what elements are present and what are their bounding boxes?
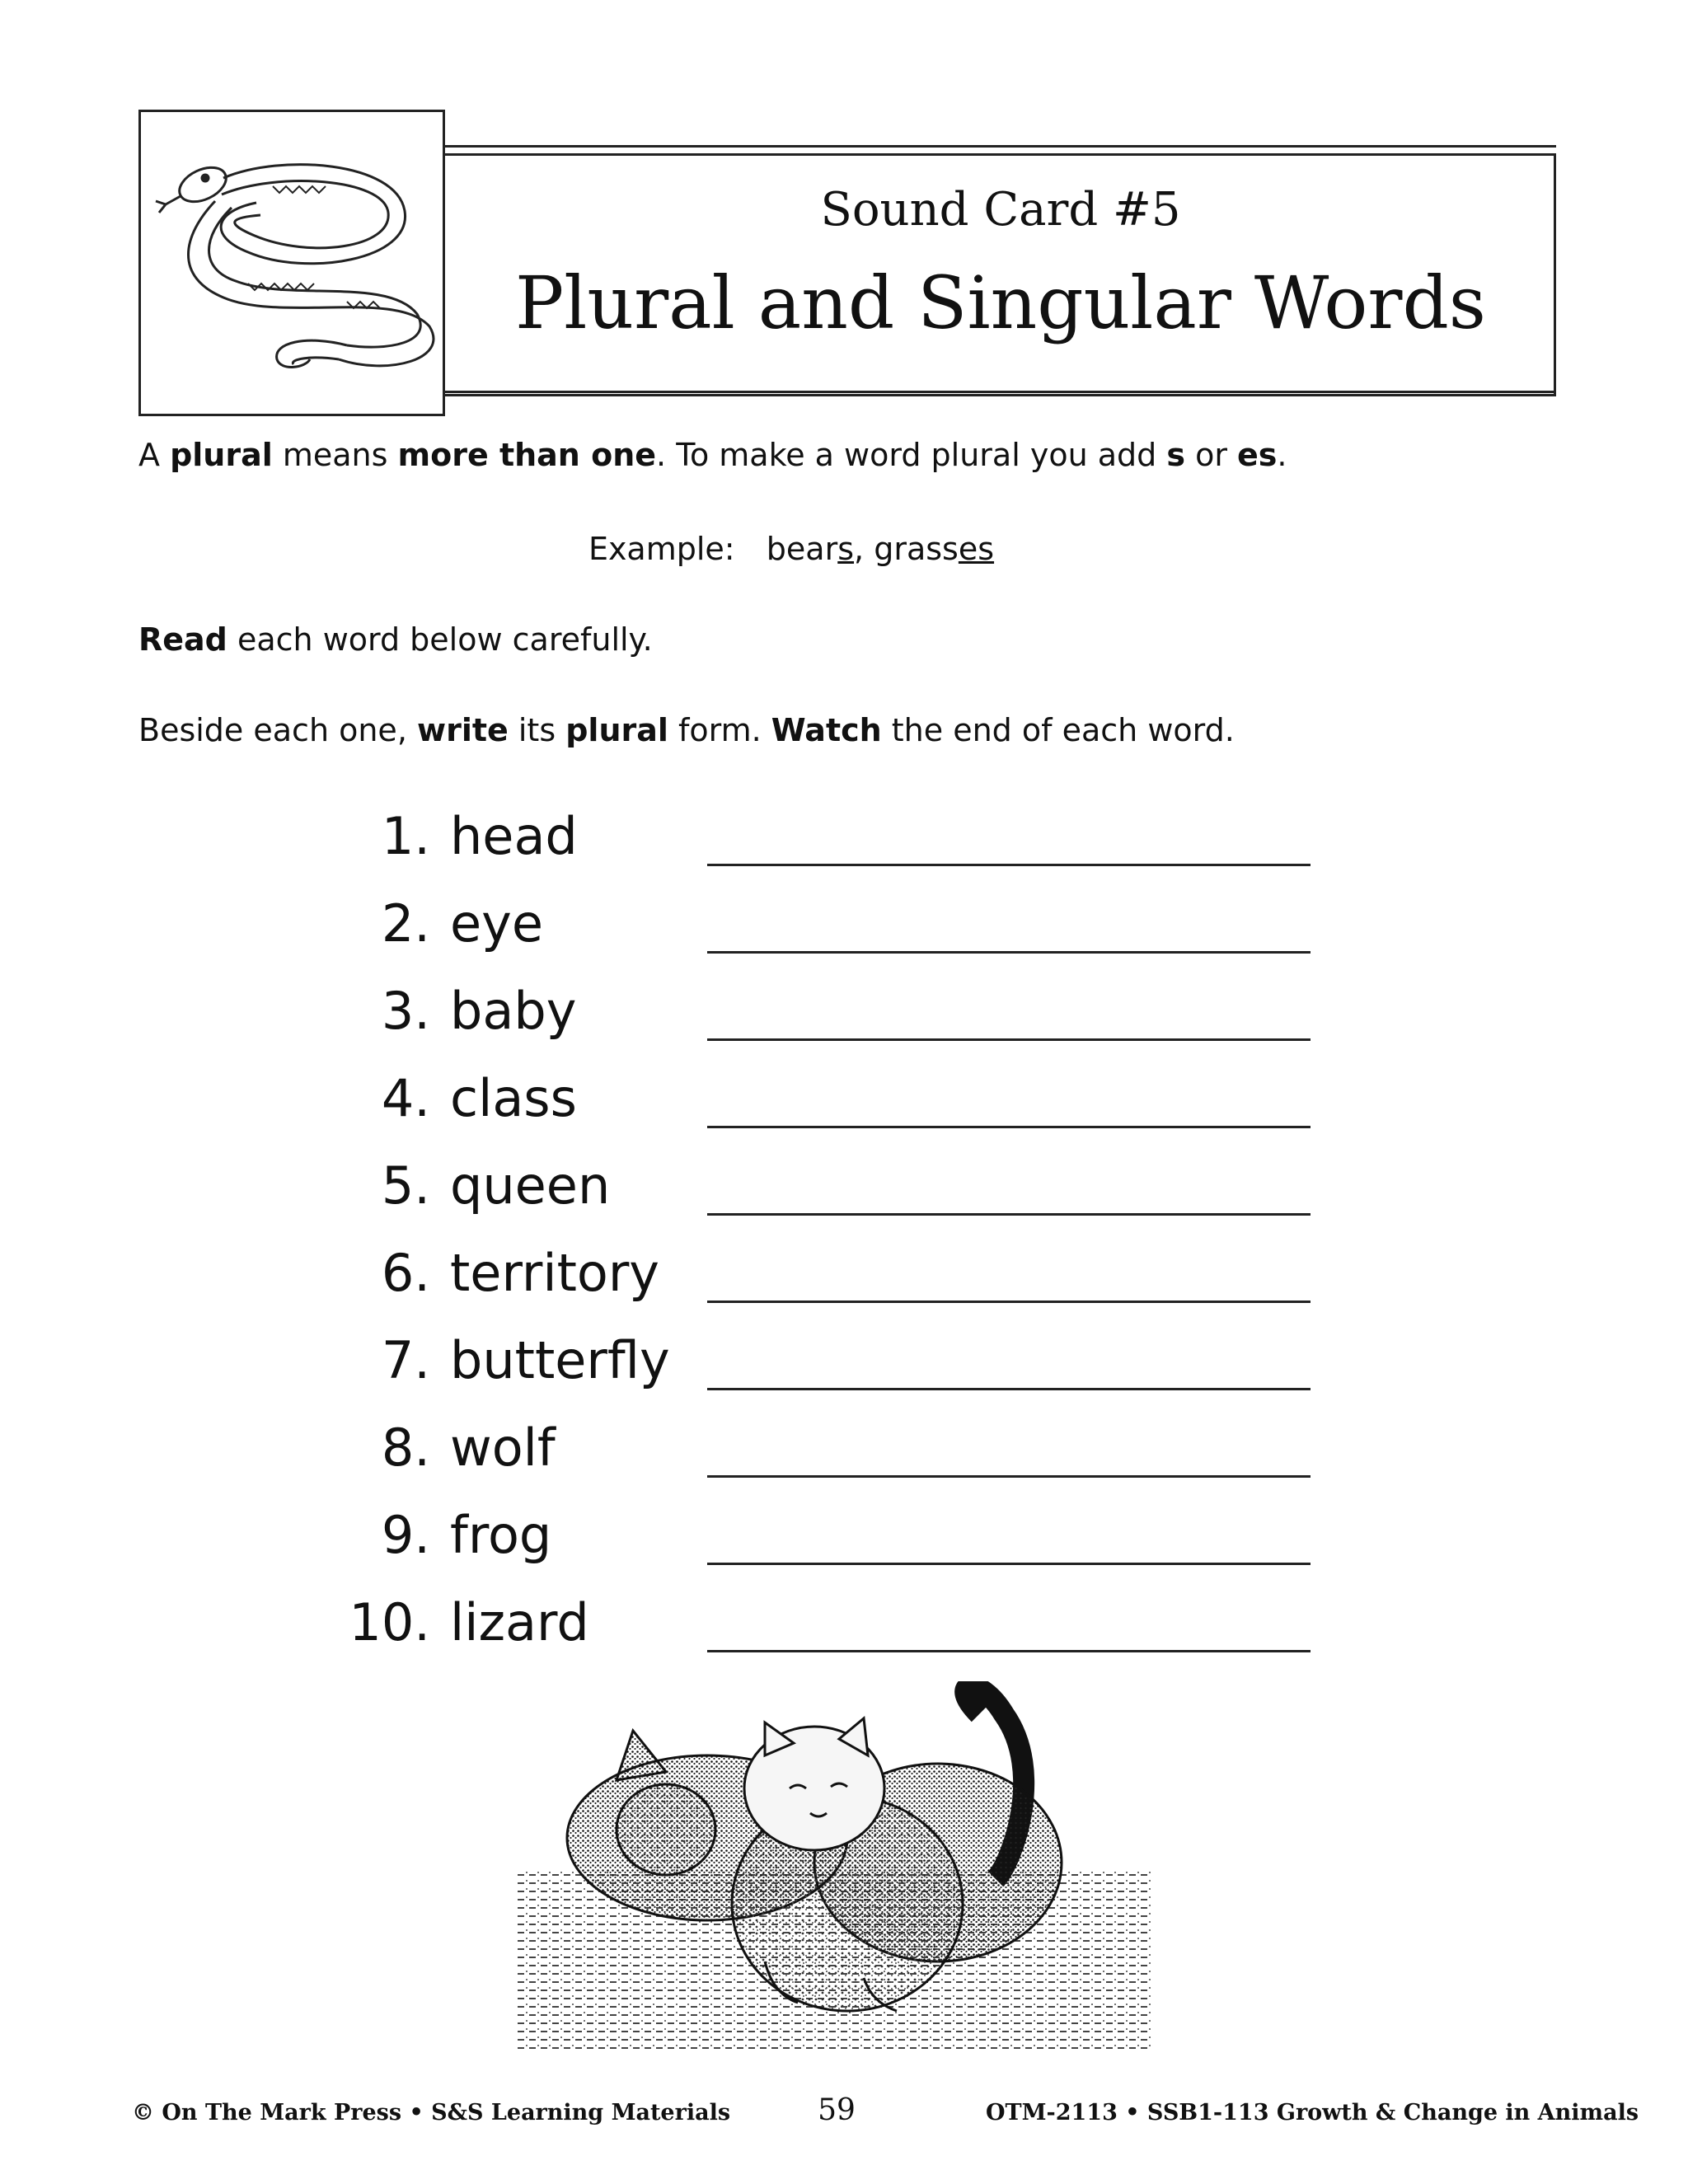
- header-rule-top: [445, 145, 1556, 148]
- text-bold: Watch: [771, 712, 882, 748]
- text: Beside each one,: [138, 712, 417, 748]
- text-bold: plural: [565, 712, 668, 748]
- answer-blank[interactable]: [707, 1301, 1311, 1303]
- text: . To make a word plural you add: [656, 437, 1167, 473]
- item-word: butterfly: [450, 1330, 670, 1390]
- example-label: Example:: [588, 531, 735, 567]
- list-item: [330, 893, 1360, 959]
- answer-blank[interactable]: [707, 1213, 1311, 1216]
- item-number: 10.: [349, 1592, 430, 1652]
- snake-illustration-frame: [138, 110, 445, 416]
- instruction-plural-definition: [138, 437, 1287, 473]
- text-bold: s: [1166, 437, 1185, 473]
- text: .: [1277, 437, 1287, 473]
- item-number: 1.: [381, 806, 430, 866]
- item-word: class: [450, 1068, 577, 1128]
- page-number: 59: [818, 2093, 856, 2127]
- text-bold: plural: [170, 437, 273, 473]
- page-title: Plural and Singular Words: [515, 260, 1486, 345]
- list-item: [330, 1068, 1360, 1134]
- header-rule-bottom: [445, 391, 1556, 393]
- list-item: [330, 1592, 1360, 1658]
- example-word-stem: bear: [766, 531, 838, 567]
- item-word: territory: [450, 1243, 659, 1303]
- answer-blank[interactable]: [707, 1475, 1311, 1478]
- instruction-write: [138, 712, 1235, 748]
- item-number: 3.: [381, 981, 430, 1041]
- text: the end of each word.: [881, 712, 1235, 748]
- text-bold: es: [1237, 437, 1278, 473]
- item-number: 9.: [381, 1505, 430, 1565]
- answer-blank[interactable]: [707, 1388, 1311, 1390]
- item-number: 8.: [381, 1418, 430, 1478]
- list-item: [330, 1330, 1360, 1396]
- item-word: eye: [450, 893, 543, 954]
- item-number: 2.: [381, 893, 430, 954]
- example-line: [0, 531, 1582, 567]
- answer-blank[interactable]: [707, 1650, 1311, 1652]
- item-number: 7.: [381, 1330, 430, 1390]
- list-item: [330, 1418, 1360, 1483]
- list-item: [330, 1505, 1360, 1571]
- list-item: [330, 981, 1360, 1047]
- text: A: [138, 437, 171, 473]
- item-word: frog: [450, 1505, 552, 1565]
- text-bold: more than one: [397, 437, 657, 473]
- example-word-stem: grass: [874, 531, 959, 567]
- answer-blank[interactable]: [707, 864, 1311, 866]
- answer-blank[interactable]: [707, 1126, 1311, 1128]
- text-bold: Read: [138, 621, 227, 658]
- item-word: lizard: [450, 1592, 589, 1652]
- text: its: [508, 712, 566, 748]
- item-number: 6.: [381, 1243, 430, 1303]
- answer-blank[interactable]: [707, 1038, 1311, 1041]
- footer-publisher: © On The Mark Press • S&S Learning Materials: [132, 2100, 731, 2125]
- example-separator: ,: [854, 531, 865, 567]
- item-word: baby: [450, 981, 577, 1041]
- page-subtitle: Sound Card #5: [820, 183, 1181, 237]
- item-number: 4.: [381, 1068, 430, 1128]
- item-word: head: [450, 806, 578, 866]
- instruction-read: [138, 621, 653, 658]
- text-bold: write: [416, 712, 509, 748]
- kittens-illustration: [518, 1681, 1160, 2060]
- text: means: [272, 437, 398, 473]
- footer-product-code: OTM-2113 • SSB1-113 Growth & Change in Animals: [986, 2100, 1639, 2125]
- answer-blank[interactable]: [707, 951, 1311, 954]
- item-number: 5.: [381, 1155, 430, 1216]
- text: form.: [668, 712, 771, 748]
- item-word: queen: [450, 1155, 611, 1216]
- answer-blank[interactable]: [707, 1563, 1311, 1565]
- list-item: [330, 806, 1360, 872]
- text: each word below carefully.: [227, 621, 653, 658]
- example-word-suffix: es: [958, 531, 995, 567]
- list-item: [330, 1155, 1360, 1221]
- list-item: [330, 1243, 1360, 1309]
- item-word: wolf: [450, 1418, 556, 1478]
- text: or: [1184, 437, 1238, 473]
- example-word-suffix: s: [837, 531, 855, 567]
- snake-illustration: [141, 112, 443, 414]
